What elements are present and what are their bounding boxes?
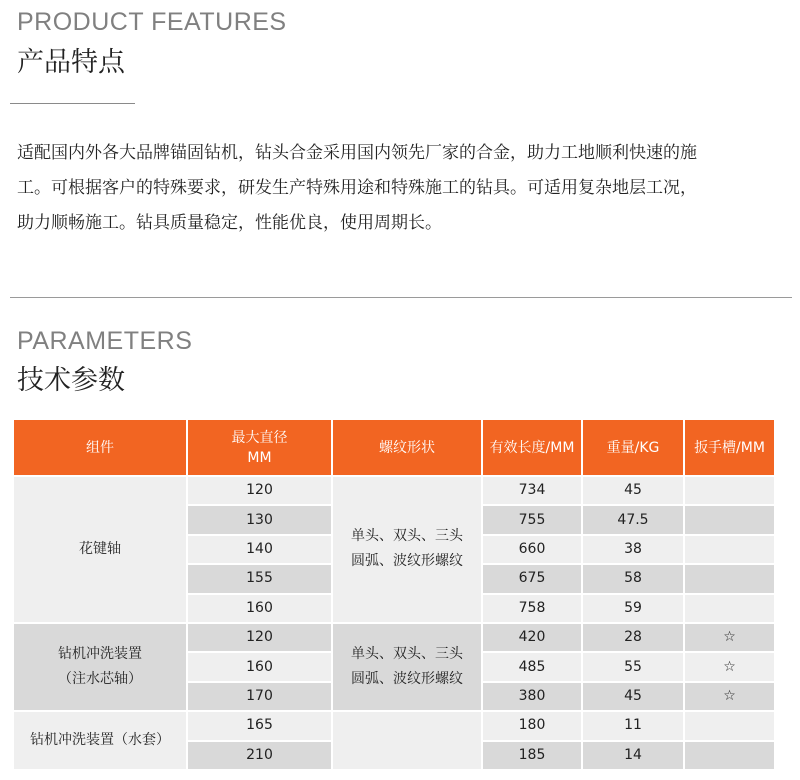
wrench-cell [684,711,774,740]
thread-cell [332,623,482,711]
diameter-cell: 120 [187,623,332,652]
weight-cell: 59 [582,594,684,623]
weight-cell: 45 [582,682,684,711]
weight-cell: 47.5 [582,505,684,534]
description-line: 助力顺畅施工。钻具质量稳定，性能优良，使用周期长。 [17,213,442,233]
header-component: 组件 [14,420,187,476]
component-cell [14,476,187,623]
header-wrench: 扳手槽/MM [684,420,774,476]
diameter-cell: 155 [187,564,332,593]
wrench-cell: ☆ [684,623,774,652]
features-title-cn: 产品特点 [17,47,125,78]
table-header-row [14,420,774,476]
weight-cell: 58 [582,564,684,593]
thread-line: 单头、双头、三头 [351,528,463,545]
thread-cell [332,476,482,623]
diameter-cell: 165 [187,711,332,740]
header-weight: 重量/KG [582,420,684,476]
wrench-cell [684,535,774,564]
component-name: 钻机冲洗装置 [58,646,142,663]
diameter-cell: 140 [187,535,332,564]
section-divider [10,297,792,298]
header-diameter-label: 最大直径 [231,429,288,446]
table-row [14,476,774,505]
length-cell: 485 [482,652,582,681]
description-line: 适配国内外各大品牌锚固钻机，钻头合金采用国内领先厂家的合金，助力工地顺利快速的施 [17,143,697,163]
length-cell: 185 [482,741,582,770]
length-cell: 755 [482,505,582,534]
weight-cell: 55 [582,652,684,681]
wrench-cell [684,476,774,505]
diameter-cell: 120 [187,476,332,505]
component-cell [14,623,187,711]
length-cell: 758 [482,594,582,623]
length-cell: 180 [482,711,582,740]
weight-cell: 45 [582,476,684,505]
features-description [17,136,797,241]
table-row [14,623,774,652]
thread-cell [332,711,482,770]
parameters-title-en: PARAMETERS [17,327,193,355]
length-cell: 675 [482,564,582,593]
wrench-cell: ☆ [684,682,774,711]
diameter-cell: 170 [187,682,332,711]
title-underline [10,103,135,104]
table-row [14,711,774,740]
diameter-cell: 130 [187,505,332,534]
thread-line: 圆弧、波纹形螺纹 [351,553,463,570]
header-thread: 螺纹形状 [332,420,482,476]
diameter-cell: 160 [187,594,332,623]
header-diameter-unit: MM [247,449,272,466]
diameter-cell: 160 [187,652,332,681]
length-cell: 660 [482,535,582,564]
wrench-cell [684,564,774,593]
component-name: 花键轴 [79,540,121,557]
weight-cell: 38 [582,535,684,564]
length-cell: 734 [482,476,582,505]
description-line: 工。可根据客户的特殊要求，研发生产特殊用途和特殊施工的钻具。可适用复杂地层工况， [17,178,697,198]
parameters-table [14,420,774,771]
component-name: 钻机冲洗装置（水套） [30,732,170,749]
features-title-en: PRODUCT FEATURES [17,8,287,36]
wrench-cell [684,505,774,534]
thread-line: 单头、双头、三头 [351,646,463,663]
weight-cell: 28 [582,623,684,652]
wrench-cell: ☆ [684,652,774,681]
header-length: 有效长度/MM [482,420,582,476]
component-cell [14,711,187,770]
weight-cell: 11 [582,711,684,740]
length-cell: 380 [482,682,582,711]
thread-line: 圆弧、波纹形螺纹 [351,671,463,688]
parameters-title-cn: 技术参数 [17,365,125,396]
length-cell: 420 [482,623,582,652]
weight-cell: 14 [582,741,684,770]
wrench-cell [684,741,774,770]
component-name-note: （注水芯轴） [58,671,142,688]
wrench-cell [684,594,774,623]
diameter-cell: 210 [187,741,332,770]
header-diameter [187,420,332,476]
